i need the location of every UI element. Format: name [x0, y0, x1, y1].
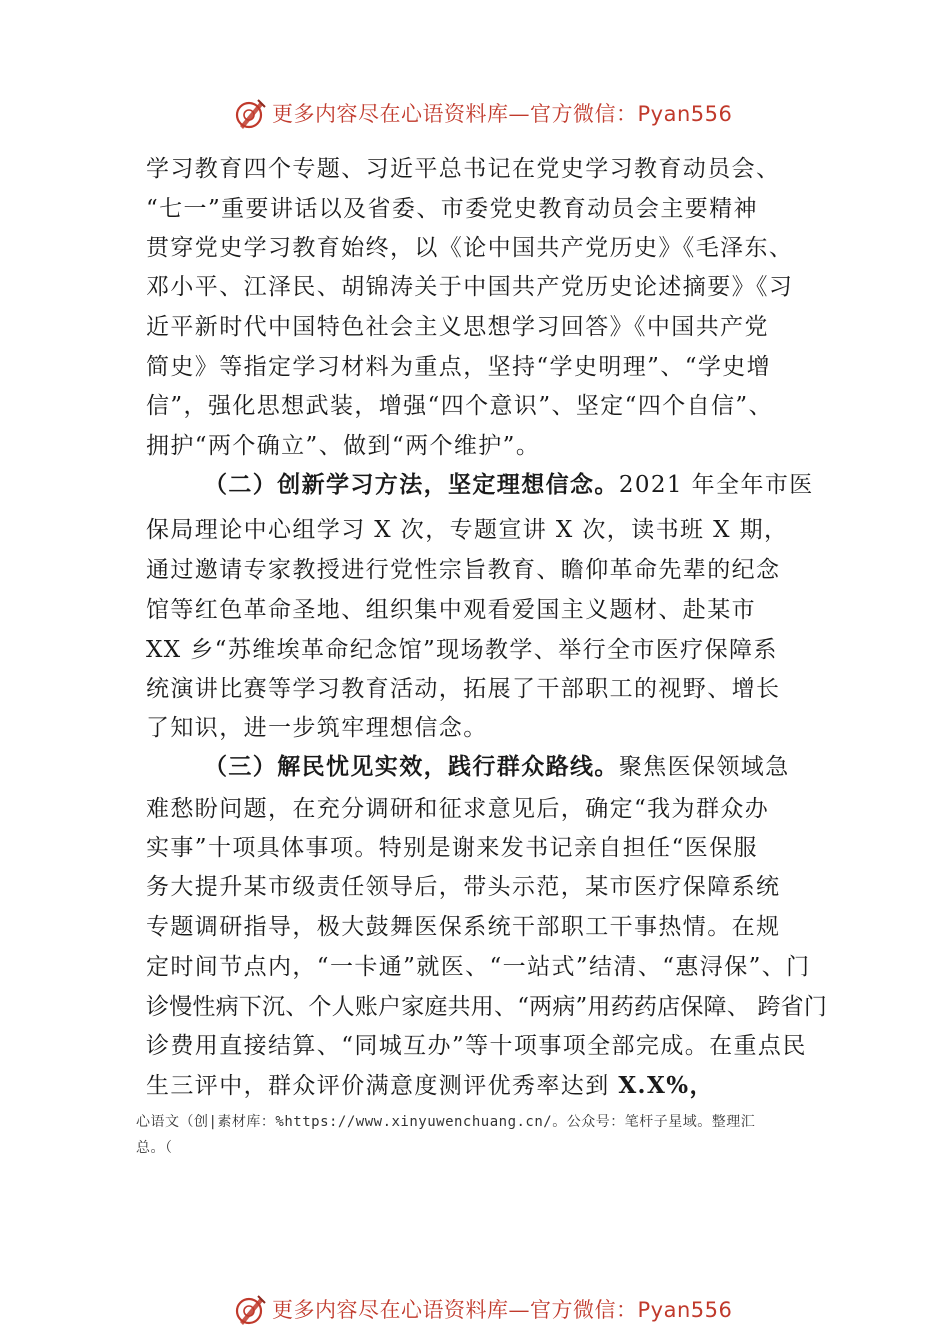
body-line: 实事”十项具体事项。特别是谢来发书记亲自担任“医保服 [146, 835, 758, 861]
body-line: 诊费用直接结算、“同城互办”等十项事项全部完成。在重点民 [146, 1033, 807, 1059]
body-line: 邓小平、江泽民、胡锦涛关于中国共产党历史论述摘要》《习 [146, 274, 794, 300]
body-text: 聚焦医保领域急 [618, 754, 790, 780]
pen-logo-icon [232, 1292, 268, 1328]
source-note-line: 心语文（创|素材库：%https://www.xinyuwenchuang.cn/。公众号：笔杆子星域。整理汇 [136, 1114, 756, 1130]
section-heading-line [204, 752, 790, 782]
banner-wechat: 官方微信：Pyan556 [530, 102, 733, 126]
body-line: 保局理论中心组学习 X 次，专题宣讲 X 次，读书班 X 期， [146, 517, 789, 543]
banner-dash: — [508, 102, 530, 126]
body-line: 信”，强化思想武装，增强“四个意识”、坚定“四个自信”、 [146, 393, 773, 419]
body-line: 简史》等指定学习材料为重点，坚持“学史明理”、“学史增 [146, 354, 772, 380]
body-line: “七一”重要讲话以及省委、市委党史教育动员会主要精神 [146, 196, 758, 222]
source-note-line: 总。（ [136, 1140, 173, 1156]
footer-banner [0, 1288, 950, 1332]
body-line: 贯穿党史学习教育始终，以《论中国共产党历史》《毛泽东、 [146, 235, 794, 261]
body-line: 专题调研指导，极大鼓舞医保系统干部职工干事热情。在规 [146, 914, 781, 940]
body-line: 拥护“两个确立”、做到“两个维护”。 [146, 433, 541, 459]
body-line: 馆等红色革命圣地、组织集中观看爱国主义题材、赴某市 [146, 597, 756, 623]
body-line: 近平新时代中国特色社会主义思想学习回答》《中国共产党 [146, 314, 769, 340]
pen-logo-icon [232, 96, 268, 132]
banner-wechat: 官方微信：Pyan556 [530, 1298, 733, 1322]
banner-text [272, 100, 732, 128]
body-line: XX 乡“苏维埃革命纪念馆”现场教学、举行全市医疗保障系 [146, 637, 778, 663]
header-banner [0, 92, 950, 136]
body-line: 务大提升某市级责任领导后，带头示范，某市医疗保障系统 [146, 874, 781, 900]
body-line: 难愁盼问题，在充分调研和征求意见后，确定“我为群众办 [146, 796, 770, 822]
rate-value: X.X%， [618, 1072, 714, 1099]
body-line: 了知识，进一步筑牢理想信念。 [146, 715, 488, 741]
body-line: 定时间节点内，“一卡通”就医、“一站式”结清、“惠浔保”、门 [146, 954, 811, 980]
banner-title: 更多内容尽在心语资料库 [272, 1298, 509, 1322]
section-heading: （二）创新学习方法，坚定理想信念。 [204, 471, 619, 498]
body-text: 2021 年全年市医 [618, 472, 814, 498]
body-line-last [146, 1071, 714, 1101]
banner-dash: — [508, 1298, 530, 1322]
section-heading-line [204, 470, 814, 500]
body-line: 通过邀请专家教授进行党性宗旨教育、瞻仰革命先辈的纪念 [146, 557, 781, 583]
section-heading: （三）解民忧见实效，践行群众路线。 [204, 753, 619, 780]
body-text: 生三评中，群众评价满意度测评优秀率达到 [146, 1073, 619, 1099]
body-line: 学习教育四个专题、习近平总书记在党史学习教育动员会、 [146, 156, 781, 182]
body-line: 诊慢性病下沉、个人账户家庭共用、“两病”用药药店保障、 跨省门 [146, 994, 828, 1020]
banner-text [272, 1296, 732, 1324]
banner-title: 更多内容尽在心语资料库 [272, 102, 509, 126]
body-line: 统演讲比赛等学习教育活动，拓展了干部职工的视野、增长 [146, 676, 781, 702]
